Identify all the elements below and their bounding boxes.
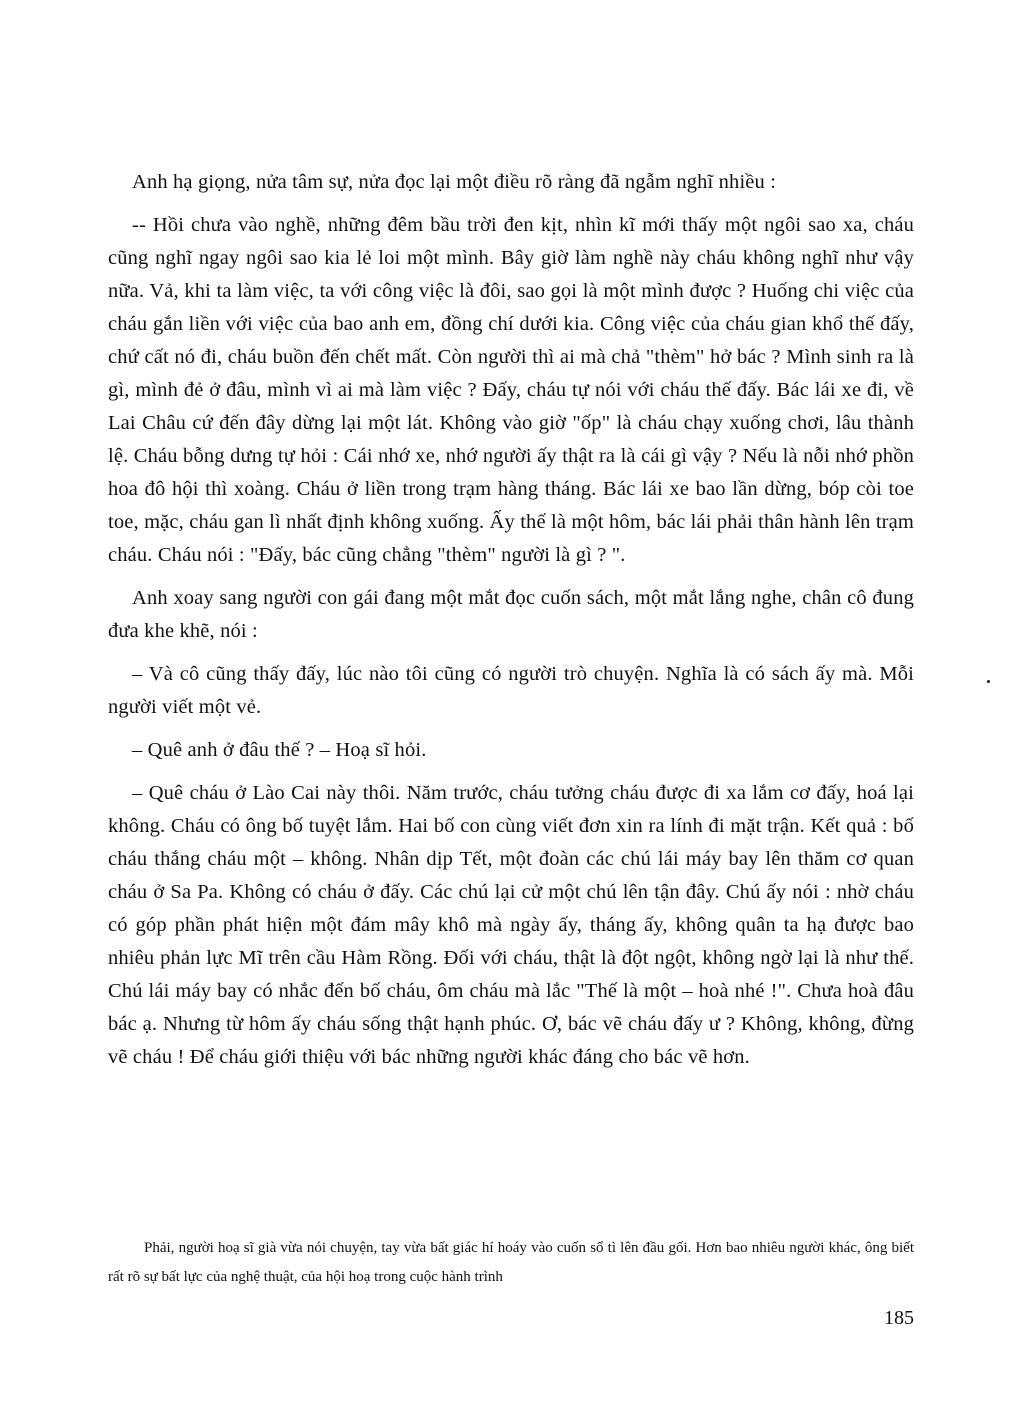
paragraph-monologue: -- Hồi chưa vào nghề, những đêm bầu trời đen kịt, nhìn kĩ mới thấy một ngôi sao xa, cháu cũng nghĩ ngay ngôi sao kia lẻ loi một mình. Bây giờ làm nghề này cháu không nghĩ như vậy nữa. Vả, khi ta làm việc, ta với công việc là đôi, sao gọi là một mình được ? Huống chi việc của cháu gắn liền với việc của bao anh em, đồng chí dưới kia. Công việc của cháu gian khổ thế đấy, chứ cất nó đi, cháu buồn đến chết mất. Còn người thì ai mà chả "thèm" hở bác ? Mình sinh ra là gì, mình đẻ ở đâu, mình vì ai mà làm việc ? Đấy, cháu tự nói với cháu thế đấy. Bác lái xe đi, về Lai Châu cứ đến đây dừng lại một lát. Không vào giờ "ốp" là cháu chạy xuống chơi, lâu thành lệ. Cháu bỗng dưng tự hỏi : Cái nhớ xe, nhớ người ấy thật ra là cái gì vậy ? Nếu là nỗi nhớ phồn hoa đô hội thì xoàng. Cháu ở liền trong trạm hàng tháng. Bác lái xe bao lần dừng, bóp còi toe toe, mặc, cháu gan lì nhất định không xuống. Ấy thế là một hôm, bác lái phải thân hành lên trạm cháu. Cháu nói : "Đấy, bác cũng chẳng "thèm" người là gì ? ". bbox=[108, 214, 914, 566]
small-text-block bbox=[108, 1234, 914, 1292]
paragraph-intro: Anh hạ giọng, nửa tâm sự, nửa đọc lại một điều rõ ràng đã ngẫm nghĩ nhiều : bbox=[132, 171, 777, 193]
paragraph-small-narration: Phải, người hoạ sĩ già vừa nói chuyện, tay vừa bất giác hí hoáy vào cuốn sổ tì lên đầu gối. Hơn bao nhiêu người khác, ông biết rất rõ sự bất lực của nghệ thuật, của hội hoạ trong cuộc hành trình bbox=[108, 1240, 914, 1285]
paragraph-dialogue-books: – Và cô cũng thấy đấy, lúc nào tôi cũng có người trò chuyện. Nghĩa là có sách ấy mà. Mỗi người viết một vẻ. bbox=[108, 663, 914, 718]
paragraph-dialogue-answer: – Quê cháu ở Lào Cai này thôi. Năm trước, cháu tưởng cháu được đi xa lắm cơ đấy, hoá lại không. Cháu có ông bố tuyệt lắm. Hai bố con cùng viết đơn xin ra lính đi mặt trận. Kết quả : bố cháu thắng cháu một – không. Nhân dịp Tết, một đoàn các chú lái máy bay lên thăm cơ quan cháu ở Sa Pa. Không có cháu ở đấy. Các chú lại cử một chú lên tận đây. Chú ấy nói : nhờ cháu có góp phần phát hiện một đám mây khô mà ngày ấy, tháng ấy, không quân ta hạ được bao nhiêu phản lực Mĩ trên cầu Hàm Rồng. Đối với cháu, thật là đột ngột, không ngờ lại là như thế. Chú lái máy bay có nhắc đến bố cháu, ôm cháu mà lắc "Thế là một – hoà nhé !". Chưa hoà đâu bác ạ. Nhưng từ hôm ấy cháu sống thật hạnh phúc. Ơ, bác vẽ cháu đấy ư ? Không, không, đừng vẽ cháu ! Để cháu giới thiệu với bác những người khác đáng cho bác vẽ hơn. bbox=[108, 782, 914, 1068]
paragraph-narration: Anh xoay sang người con gái đang một mắt đọc cuốn sách, một mắt lắng nghe, chân cô đung đưa khe khẽ, nói : bbox=[108, 587, 914, 642]
scan-speck bbox=[987, 680, 990, 683]
paragraph-dialogue-question: – Quê anh ở đâu thế ? – Hoạ sĩ hỏi. bbox=[132, 739, 427, 761]
page-number: 185 bbox=[884, 1307, 914, 1329]
main-text-block bbox=[108, 166, 914, 1084]
